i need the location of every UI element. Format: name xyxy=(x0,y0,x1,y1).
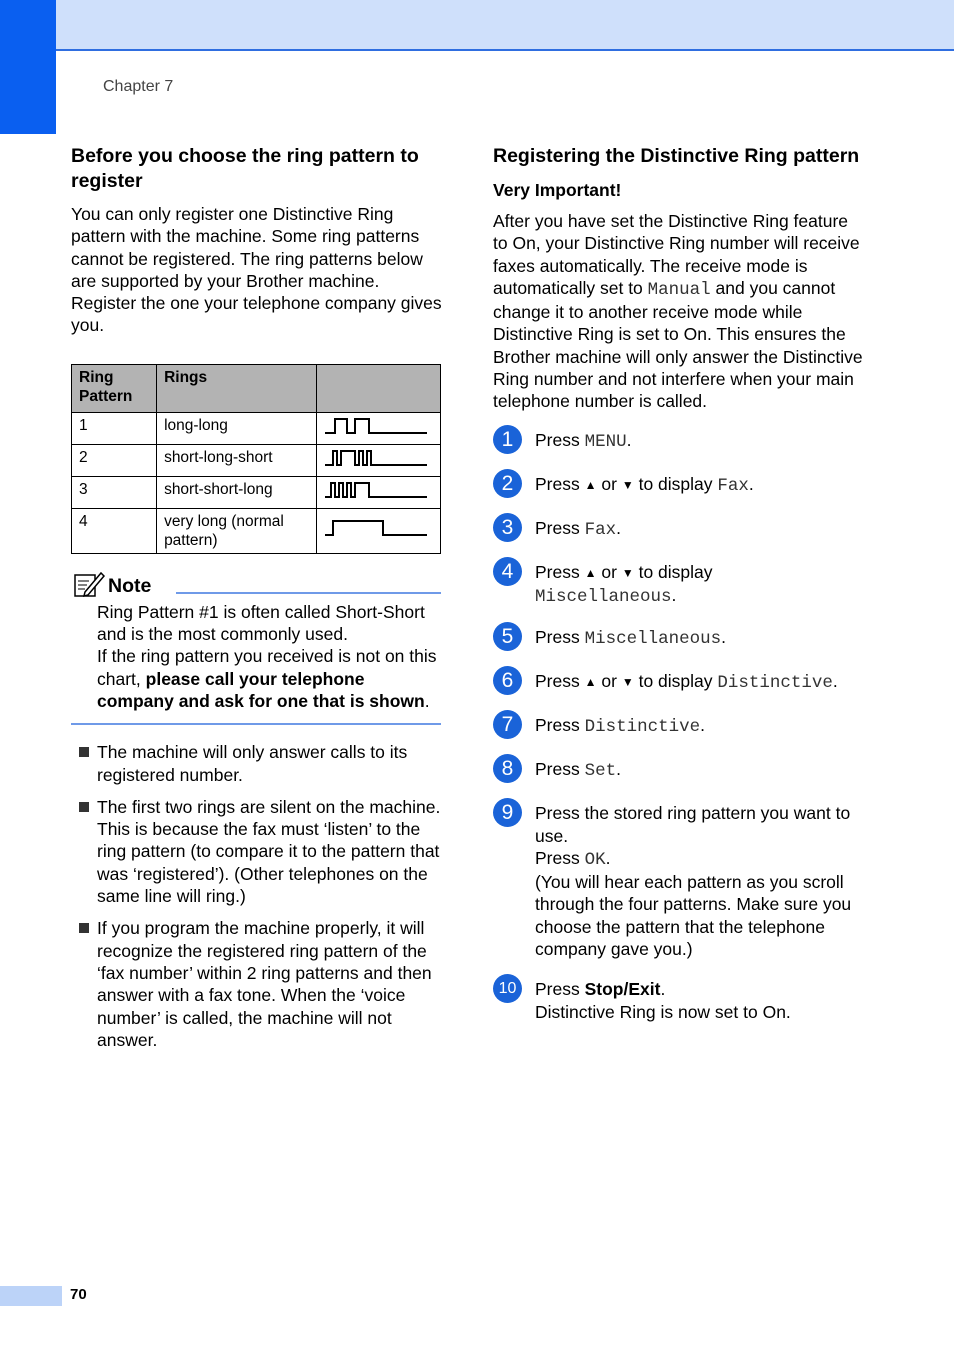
step-text: . xyxy=(616,759,621,780)
list-item xyxy=(71,741,443,786)
step-text: Press the stored ring pattern you want to use. xyxy=(535,803,851,846)
list-item xyxy=(71,796,443,907)
row-rings: short-short-long xyxy=(157,476,317,508)
step-number-badge: 10 xyxy=(493,974,522,1003)
step-number-badge: 4 xyxy=(493,557,522,586)
ring-waveform xyxy=(316,444,440,476)
menu-option: Set xyxy=(584,761,617,782)
step-1 xyxy=(493,429,865,455)
step-9 xyxy=(493,802,865,960)
step-text: (You will hear each pattern as you scroll through the four patterns. Make sure you choose the pattern that the telephone company gave you.) xyxy=(535,872,852,960)
step-number-badge: 5 xyxy=(493,622,522,651)
paragraph-text: After you have set the Distinctive Ring feature to On, your Distinctive Ring number will receive faxes automatically. The receive mode is automatically set to xyxy=(493,211,860,298)
step-text: Distinctive Ring is now set to On. xyxy=(535,1001,791,1022)
note-pencil-icon xyxy=(73,570,105,598)
ring-pattern-heading: Before you choose the ring pattern to register xyxy=(71,145,419,192)
menu-option: Distinctive xyxy=(717,673,833,694)
step-text: Press xyxy=(535,847,580,868)
step-text: . xyxy=(626,429,632,450)
step-text: to display xyxy=(638,473,713,494)
waveform-short-long-short-icon xyxy=(325,448,427,468)
menu-option: Distinctive xyxy=(584,717,701,738)
manual-mode-text: Manual xyxy=(647,279,711,300)
note-divider xyxy=(176,592,441,594)
ring-waveform xyxy=(316,476,440,508)
table-header-row xyxy=(72,364,441,412)
bullet-square-icon xyxy=(79,923,89,933)
step-text: or xyxy=(601,561,617,582)
note-body xyxy=(97,601,443,712)
page-number: 70 xyxy=(70,1286,87,1303)
col-header-rings: Rings xyxy=(157,364,317,412)
table-row xyxy=(72,508,441,553)
step-7 xyxy=(493,714,865,740)
note-text: . xyxy=(424,690,430,711)
up-arrow-icon: ▲ xyxy=(584,565,597,580)
step-text: . xyxy=(721,627,727,648)
very-important-label: Very Important! xyxy=(493,180,622,200)
ring-pattern-table xyxy=(71,364,441,554)
intro-paragraph: You can only register one Distinctive Ring pattern with the machine. Some ring patterns cannot be registered. The ring patterns below are supported by your Brother machine. Register the one your telephone company gives you. xyxy=(71,204,442,336)
step-text: to display xyxy=(638,561,713,582)
step-number-badge: 2 xyxy=(493,469,522,498)
down-arrow-icon: ▼ xyxy=(621,477,634,492)
step-text: Press xyxy=(535,429,580,450)
note-end-divider xyxy=(71,723,441,725)
step-text: . xyxy=(660,979,666,1000)
right-column xyxy=(493,144,865,1041)
step-text: . xyxy=(671,584,677,605)
step-number-badge: 7 xyxy=(493,710,522,739)
note-emphasis: please call your telephone company and ask for one that is shown xyxy=(97,668,425,711)
waveform-short-short-long-icon xyxy=(325,480,427,500)
step-number-badge: 9 xyxy=(493,798,522,827)
bullet-square-icon xyxy=(79,747,89,757)
note-line-1: Ring Pattern #1 is often called Short-Short and is the most commonly used. xyxy=(97,601,425,645)
menu-option: Miscellaneous xyxy=(535,586,672,607)
waveform-long-long-icon xyxy=(325,416,427,436)
step-4 xyxy=(493,561,865,609)
key-name: MENU xyxy=(584,431,627,452)
bullet-list xyxy=(71,741,443,1051)
step-text: . xyxy=(700,715,706,736)
chapter-label: Chapter 7 xyxy=(103,78,174,95)
table-row xyxy=(72,476,441,508)
step-6 xyxy=(493,670,865,696)
step-number-badge: 1 xyxy=(493,425,522,454)
bullet-square-icon xyxy=(79,802,89,812)
down-arrow-icon: ▼ xyxy=(621,675,634,690)
step-text: Press xyxy=(535,715,580,736)
list-item xyxy=(71,917,443,1051)
step-number-badge: 6 xyxy=(493,666,522,695)
step-text: Press xyxy=(535,671,580,692)
up-arrow-icon: ▲ xyxy=(584,477,597,492)
step-text: to display xyxy=(638,671,713,692)
row-number: 3 xyxy=(72,476,157,508)
left-column xyxy=(71,144,443,1061)
steps-list xyxy=(493,429,865,1023)
menu-option: Fax xyxy=(717,475,749,496)
step-number-badge: 3 xyxy=(493,513,522,542)
row-number: 2 xyxy=(72,444,157,476)
table-row xyxy=(72,412,441,444)
row-rings: short-long-short xyxy=(157,444,317,476)
step-5 xyxy=(493,626,865,652)
col-header-ring-pattern: Ring Pattern xyxy=(72,364,157,412)
step-text: . xyxy=(605,847,611,868)
row-rings: long-long xyxy=(157,412,317,444)
step-text: Press xyxy=(535,759,580,780)
step-8 xyxy=(493,758,865,784)
row-number: 1 xyxy=(72,412,157,444)
row-rings: very long (normal pattern) xyxy=(157,508,317,553)
step-text: or xyxy=(601,473,617,494)
note-text: If the ring pattern you received is not on this chart, xyxy=(97,646,437,689)
note-label: Note xyxy=(108,574,152,597)
step-10 xyxy=(493,978,865,1023)
key-name: OK xyxy=(584,849,606,870)
after-paragraph xyxy=(493,210,865,413)
down-arrow-icon: ▼ xyxy=(621,565,634,580)
step-2 xyxy=(493,473,865,499)
step-text: Press xyxy=(535,517,580,538)
col-header-pattern xyxy=(316,364,440,412)
registering-heading: Registering the Distinctive Ring pattern xyxy=(493,145,860,167)
step-3 xyxy=(493,517,865,543)
step-text: . xyxy=(616,517,621,538)
ring-waveform xyxy=(316,508,440,553)
bullet-text: If you program the machine properly, it will recognize the registered ring pattern of the ‘fax number’ within 2 ring patterns and then answer with a fax tone. When the ‘voice number’ is called, the machine will not answer. xyxy=(97,918,432,1050)
step-text: Press xyxy=(535,561,580,582)
footer-band xyxy=(0,1286,62,1306)
note-line-2 xyxy=(97,645,443,712)
chapter-tab xyxy=(0,0,56,134)
row-number: 4 xyxy=(72,508,157,553)
step-text: Press xyxy=(535,979,580,1000)
header-band xyxy=(0,0,954,51)
key-name: Stop/Exit xyxy=(584,979,661,1000)
ring-waveform xyxy=(316,412,440,444)
step-text: . xyxy=(748,473,754,494)
waveform-very-long-icon xyxy=(325,518,427,538)
bullet-text: The machine will only answer calls to its registered number. xyxy=(97,742,408,785)
paragraph-text: and you cannot change it to another receive mode while Distinctive Ring is set to On. This ensures the Brother machine will only answer the Distinctive Ring number and not interfere when your main telephone number is called. xyxy=(493,277,863,412)
step-text: Press xyxy=(535,627,580,648)
up-arrow-icon: ▲ xyxy=(584,675,597,690)
menu-option: Fax xyxy=(584,519,617,540)
table-row xyxy=(72,444,441,476)
bullet-text: The first two rings are silent on the machine. This is because the fax must ‘listen’ to the ring pattern (to compare it to the pattern that was ‘registered’). (Other telephones on the same line will ring.) xyxy=(97,796,441,907)
note-header xyxy=(71,570,443,598)
step-text: Press xyxy=(535,473,580,494)
menu-option: Miscellaneous xyxy=(584,629,722,650)
step-text: . xyxy=(832,671,838,692)
step-text: or xyxy=(601,671,617,692)
step-number-badge: 8 xyxy=(493,754,522,783)
